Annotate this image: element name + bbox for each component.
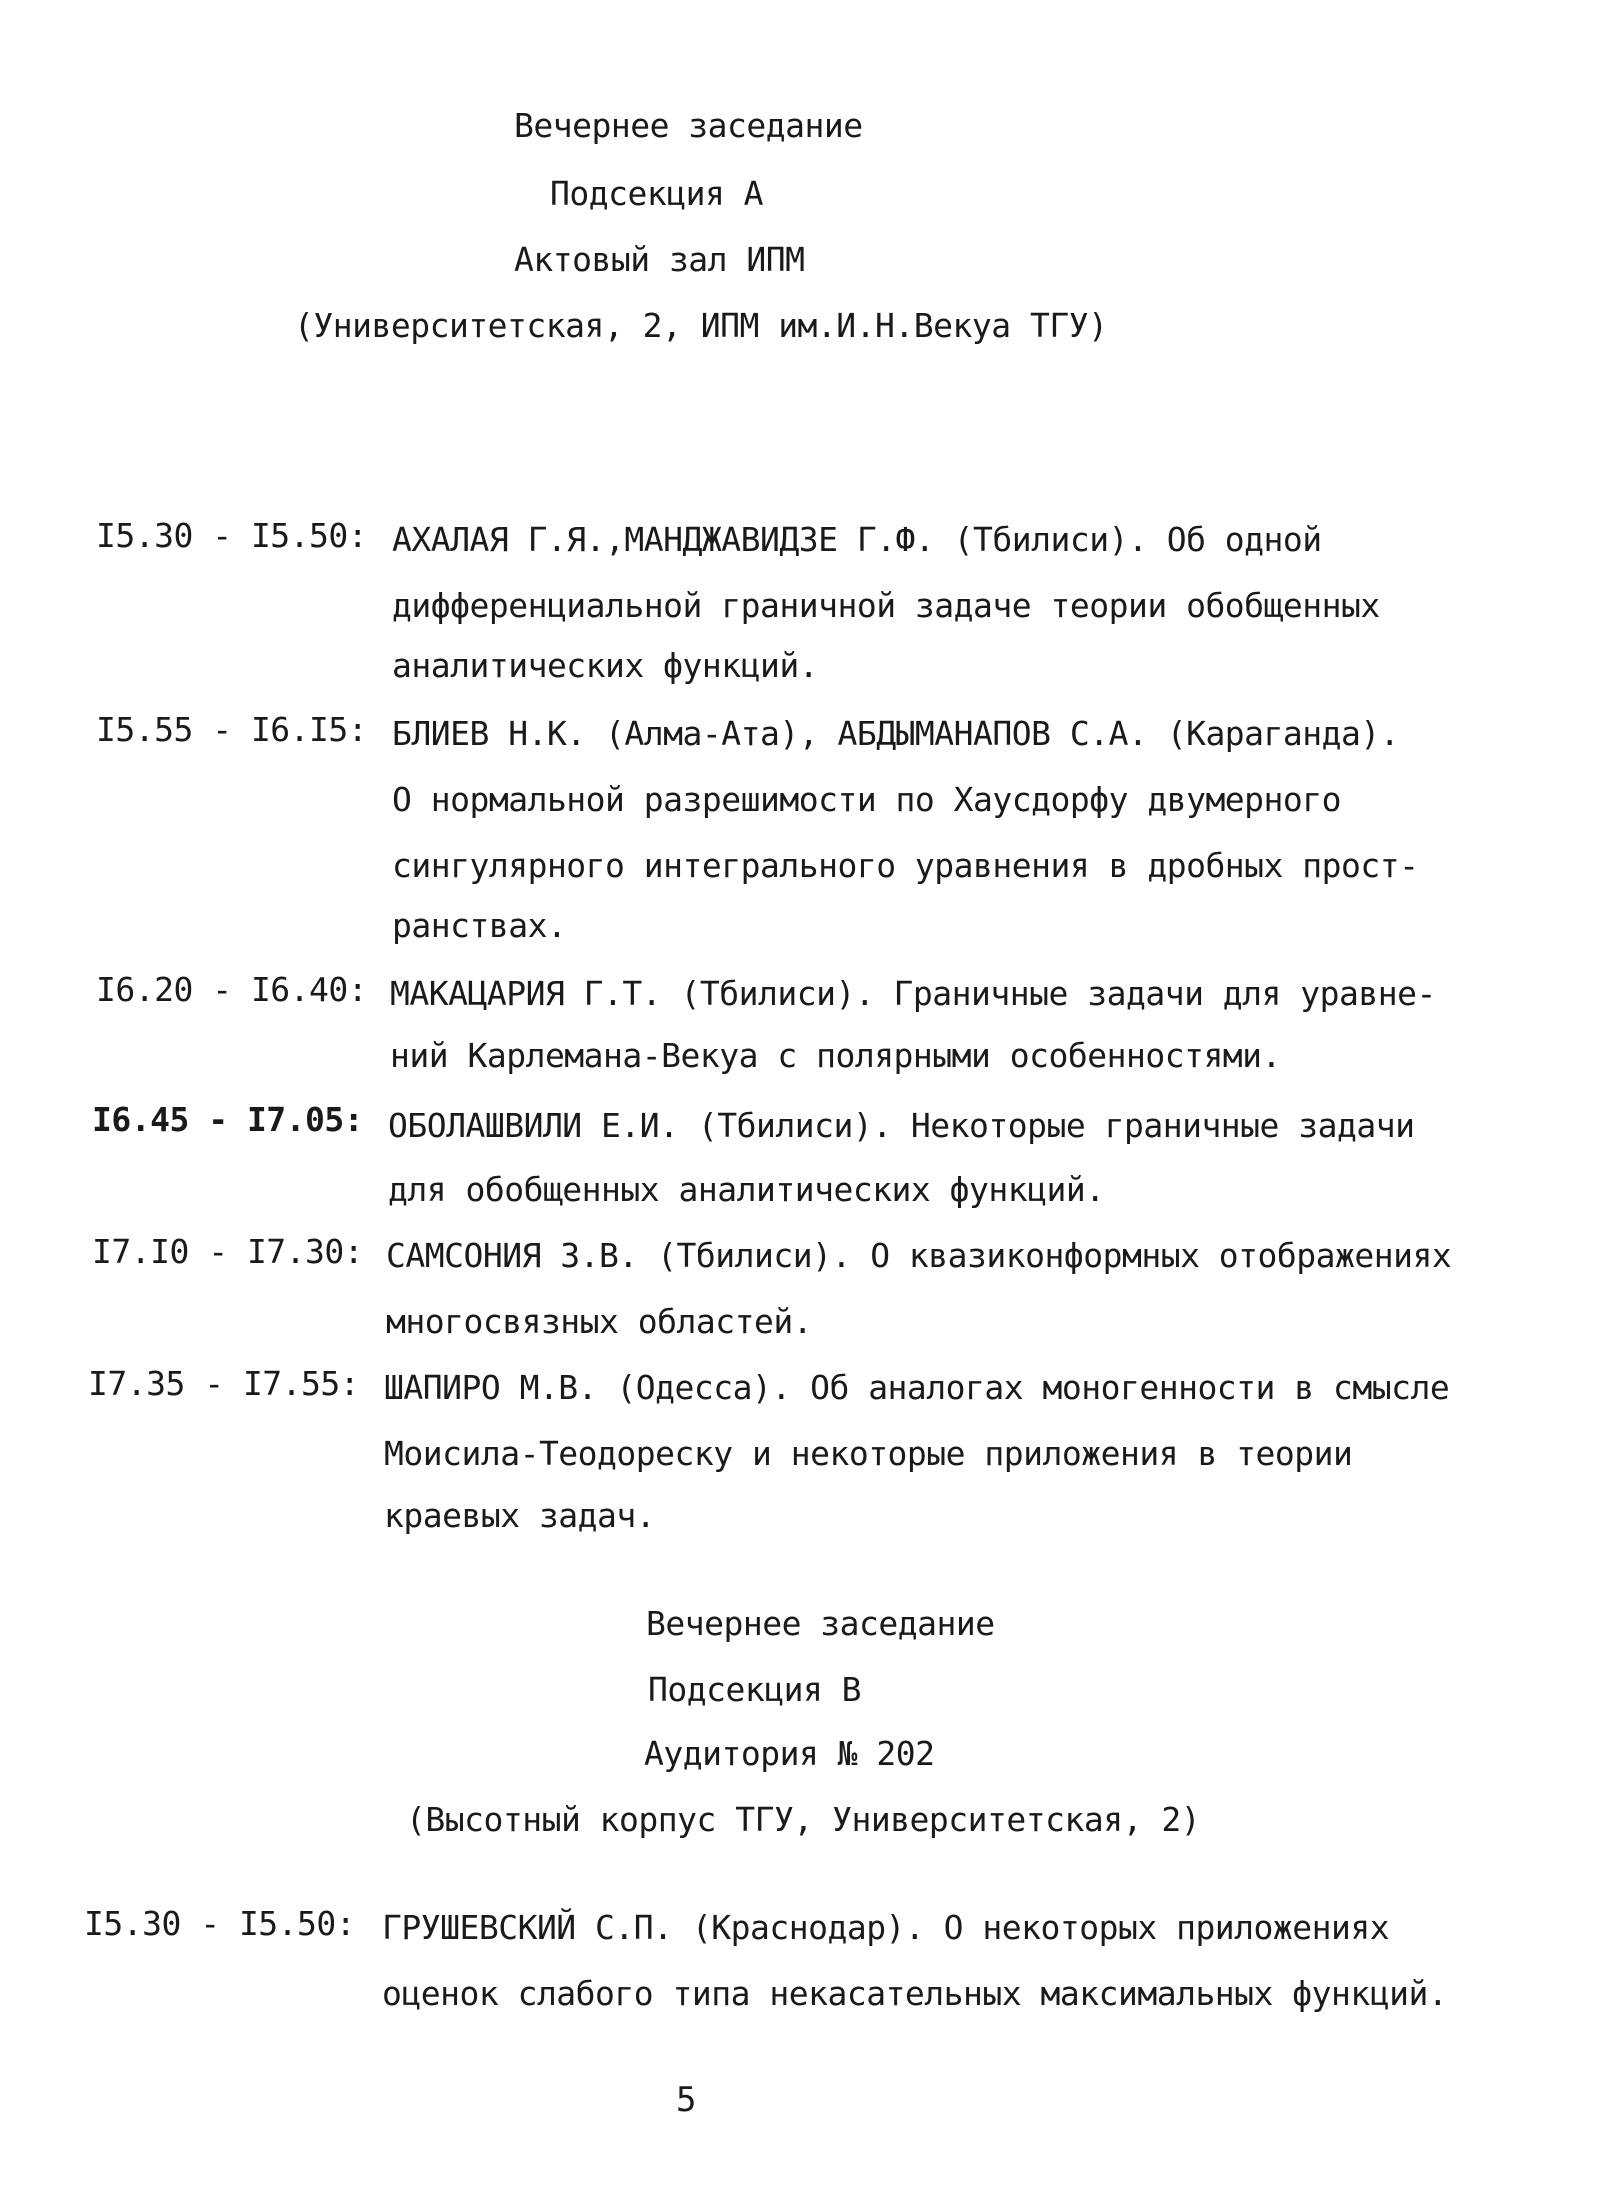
entry-time: I6.20 - I6.40: — [96, 970, 368, 1009]
entry-line: АХАЛАЯ Г.Я.,МАНДЖАВИДЗЕ Г.Ф. (Тбилиси). Об одной — [392, 520, 1322, 559]
entry-line: ОБОЛАШВИЛИ Е.И. (Тбилиси). Некоторые граничные задачи — [388, 1106, 1415, 1145]
entry-time: I7.35 - I7.55: — [88, 1364, 360, 1403]
header-a-title: Вечернее заседание — [514, 106, 863, 145]
header-b-subsection: Подсекция В — [648, 1670, 862, 1709]
entry-time: I5.30 - I5.50: — [96, 516, 368, 555]
entry-time: I6.45 - I7.05: — [92, 1100, 364, 1139]
header-a-hall: Актовый зал ИПМ — [514, 240, 805, 279]
entry-line: САМСОНИЯ З.В. (Тбилиси). О квазиконформных отображениях — [386, 1236, 1452, 1275]
entry-time: I5.30 - I5.50: — [84, 1904, 356, 1943]
entry-line: ний Карлемана-Векуа с полярными особенностями. — [390, 1036, 1281, 1075]
entry-line: краевых задач. — [384, 1496, 656, 1535]
header-b-title: Вечернее заседание — [646, 1604, 995, 1643]
entry-line: для обобщенных аналитических функций. — [388, 1170, 1105, 1209]
entry-time: I5.55 - I6.I5: — [96, 710, 368, 749]
header-a-address: (Университетская, 2, ИПМ им.И.Н.Векуа ТГУ) — [294, 306, 1108, 345]
entry-line: МАКАЦАРИЯ Г.Т. (Тбилиси). Граничные задачи для уравне- — [390, 974, 1436, 1013]
entry-line: БЛИЕВ Н.К. (Алма-Ата), АБДЫМАНАПОВ С.А. (Караганда). — [392, 714, 1400, 753]
entry-line: Моисила-Теодореску и некоторые приложения в теории — [384, 1434, 1353, 1473]
entry-line: аналитических функций. — [392, 646, 819, 685]
header-a-subsection: Подсекция А — [550, 174, 764, 213]
entry-line: ранствах. — [392, 906, 567, 945]
entry-line: ШАПИРО М.В. (Одесса). Об аналогах моногенности в смысле — [384, 1368, 1450, 1407]
page-number: 5 — [676, 2080, 696, 2120]
entry-line: дифференциальной граничной задаче теории обобщенных — [392, 586, 1380, 625]
header-b-room: Аудитория № 202 — [644, 1734, 935, 1773]
entry-time: I7.I0 - I7.30: — [92, 1232, 364, 1271]
entry-line: многосвязных областей. — [386, 1302, 813, 1341]
entry-line: О нормальной разрешимости по Хаусдорфу двумерного — [392, 780, 1342, 819]
entry-line: ГРУШЕВСКИЙ С.П. (Краснодар). О некоторых приложениях — [382, 1908, 1390, 1947]
entry-line: оценок слабого типа некасательных максимальных функций. — [382, 1974, 1448, 2013]
header-b-address: (Высотный корпус ТГУ, Университетская, 2) — [406, 1800, 1201, 1839]
entry-line: сингулярного интегрального уравнения в дробных прост- — [392, 846, 1419, 885]
